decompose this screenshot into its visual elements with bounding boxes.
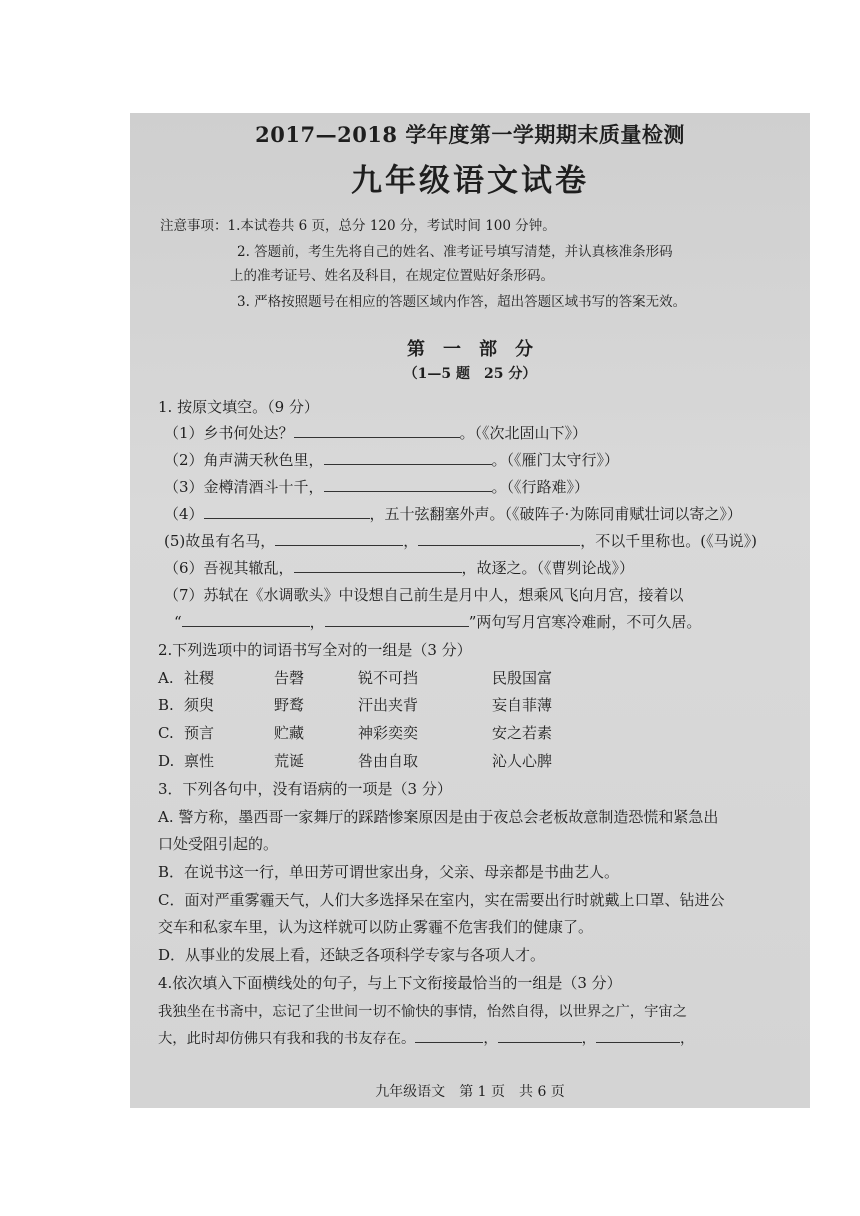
answer-blank[interactable] <box>294 559 462 573</box>
exam-paper <box>130 113 810 1108</box>
q1-item-5-text: (5)故虽有名马， <box>164 532 276 550</box>
option-word: 荒诞 <box>274 752 305 770</box>
q1-item-6-text: （6）吾视其辙乱， <box>164 559 294 577</box>
q3-option-c-line1: C．面对严重雾霾天气，人们大多选择呆在室内，实在需要出行时就戴上口罩、钻进公 <box>158 891 725 909</box>
q1-item-5-source: ，不以千里称也。(《马说》) <box>580 532 757 550</box>
footer-subject: 九年级语文 <box>375 1084 446 1100</box>
option-word: 安之若素 <box>492 724 553 742</box>
answer-blank[interactable] <box>418 532 580 546</box>
answer-blank[interactable] <box>275 532 403 546</box>
option-letter: C. <box>158 724 174 742</box>
q2-stem: 2.下列选项中的词语书写全对的一组是（3 分） <box>158 641 472 659</box>
comma: ， <box>483 1031 498 1047</box>
q1-item-1 <box>164 422 587 443</box>
footer-total: 共 6 页 <box>519 1084 565 1100</box>
exam-title-line1: 2017—2018 学年度第一学期期末质量检测 <box>255 122 685 147</box>
q1-item-2 <box>164 449 619 470</box>
q1-item-3 <box>164 476 589 497</box>
answer-blank[interactable] <box>498 1029 582 1043</box>
option-letter: A. <box>158 669 174 687</box>
option-word: 禀性 <box>184 752 215 770</box>
q1-item-2-source: 。（《雁门太守行》） <box>491 451 620 469</box>
option-word: 妄自菲薄 <box>492 696 553 714</box>
q1-item-7-tail: ”两句写月宫寒冷难耐，不可久居。 <box>468 613 702 631</box>
part-title: 第 一 部 分 <box>407 339 533 360</box>
q2-option-b <box>158 694 552 715</box>
notes-label: 注意事项： <box>160 218 228 234</box>
answer-blank[interactable] <box>182 613 310 627</box>
quote-open: “ <box>174 613 182 631</box>
part-subtitle: （1—5 题 25 分） <box>403 366 537 382</box>
q2-option-d <box>158 750 552 771</box>
notes-item3: 3. 严格按照题号在相应的答题区域内作答，超出答题区域书写的答案无效。 <box>237 294 687 310</box>
option-word: 神彩奕奕 <box>358 724 419 742</box>
q4-passage-line2 <box>158 1028 694 1048</box>
option-word: 沁人心脾 <box>492 752 553 770</box>
q1-item-7-line1: （7）苏轼在《水调歌头》中设想自己前生是月中人，想乘风飞向月宫，接着以 <box>164 586 684 604</box>
q3-option-b: B．在说书这一行，单田芳可谓世家出身，父亲、母亲都是书曲艺人。 <box>158 863 620 881</box>
q1-item-5-comma: ， <box>403 532 419 550</box>
answer-blank[interactable] <box>324 478 492 492</box>
q1-item-2-text: （2）角声满天秋色里， <box>164 451 324 469</box>
option-word: 汗出夹背 <box>358 696 419 714</box>
q1-item-7-line2 <box>174 611 701 632</box>
q1-stem: 1. 按原文填空。（9 分） <box>158 398 319 416</box>
q1-item-4-source: ，五十弦翻塞外声。（《破阵子·为陈同甫赋壮词以寄之》） <box>369 505 742 523</box>
option-word: 须臾 <box>184 696 215 714</box>
q1-item-1-text: （1）乡书何处达？ <box>164 424 294 442</box>
q3-option-a-line1: A. 警方称，墨西哥一家舞厅的踩踏惨案原因是由于夜总会老板故意制造恐慌和紧急出 <box>158 808 719 826</box>
answer-blank[interactable] <box>596 1029 680 1043</box>
option-word: 社稷 <box>184 669 215 687</box>
option-word: 贮藏 <box>274 724 305 742</box>
q3-stem: 3．下列各句中，没有语病的一项是（3 分） <box>158 780 452 798</box>
q1-item-4-text: （4） <box>164 505 204 523</box>
page-footer <box>130 1081 810 1101</box>
option-word: 告磬 <box>274 669 305 687</box>
q3-option-c-line2: 交车和私家车里，认为这样就可以防止雾霾不危害我们的健康了。 <box>158 918 594 936</box>
q4-passage-text: 大，此时却仿佛只有我和我的书友存在。 <box>158 1031 416 1047</box>
option-word: 野鹜 <box>274 696 305 714</box>
q1-item-4 <box>164 503 742 524</box>
comma: ， <box>581 1031 596 1047</box>
q4-passage-line1: 我独坐在书斋中，忘记了尘世间一切不愉快的事情，怡然自得，以世界之广，宇宙之 <box>158 1004 687 1020</box>
answer-blank[interactable] <box>294 424 460 438</box>
q1-item-6-source: ，故逐之。（《曹刿论战》） <box>461 559 635 577</box>
q3-option-d: D．从事业的发展上看，还缺乏各项科学专家与各项人才。 <box>158 946 546 964</box>
exam-title-line2: 九年级语文试卷 <box>351 163 589 199</box>
option-letter: D. <box>158 752 175 770</box>
option-word: 民殷国富 <box>492 669 553 687</box>
answer-blank[interactable] <box>324 451 492 465</box>
answer-blank[interactable] <box>415 1029 483 1043</box>
notes-item1: 1.本试卷共 6 页，总分 120 分，考试时间 100 分钟。 <box>227 218 556 234</box>
q3-option-a-line2: 口处受阻引起的。 <box>158 835 279 853</box>
option-word: 锐不可挡 <box>358 669 419 687</box>
q1-item-5 <box>164 530 757 551</box>
q1-item-3-source: 。（《行路难》） <box>491 478 590 496</box>
answer-blank[interactable] <box>325 613 469 627</box>
comma: ， <box>309 613 325 631</box>
footer-page: 第 1 页 <box>459 1084 505 1100</box>
q1-item-6 <box>164 557 634 578</box>
q1-item-3-text: （3）金樽清酒斗十千， <box>164 478 324 496</box>
notes-item2-cont: 上的准考证号、姓名及科目，在规定位置贴好条形码。 <box>230 268 554 284</box>
q4-stem: 4.依次填入下面横线处的句子，与上下文衔接最恰当的一组是（3 分） <box>158 974 622 992</box>
option-word: 咎由自取 <box>358 752 419 770</box>
comma: ， <box>679 1031 695 1047</box>
notes-item2: 2. 答题前，考生先将自己的姓名、准考证号填写清楚，并认真核准条形码 <box>237 244 673 260</box>
notes-line1 <box>160 214 556 234</box>
q1-item-1-source: 。（《次北固山下》） <box>459 424 588 442</box>
option-letter: B. <box>158 696 174 714</box>
option-word: 预言 <box>184 724 215 742</box>
q2-option-c <box>158 722 552 743</box>
answer-blank[interactable] <box>204 505 370 519</box>
q2-option-a <box>158 667 552 688</box>
